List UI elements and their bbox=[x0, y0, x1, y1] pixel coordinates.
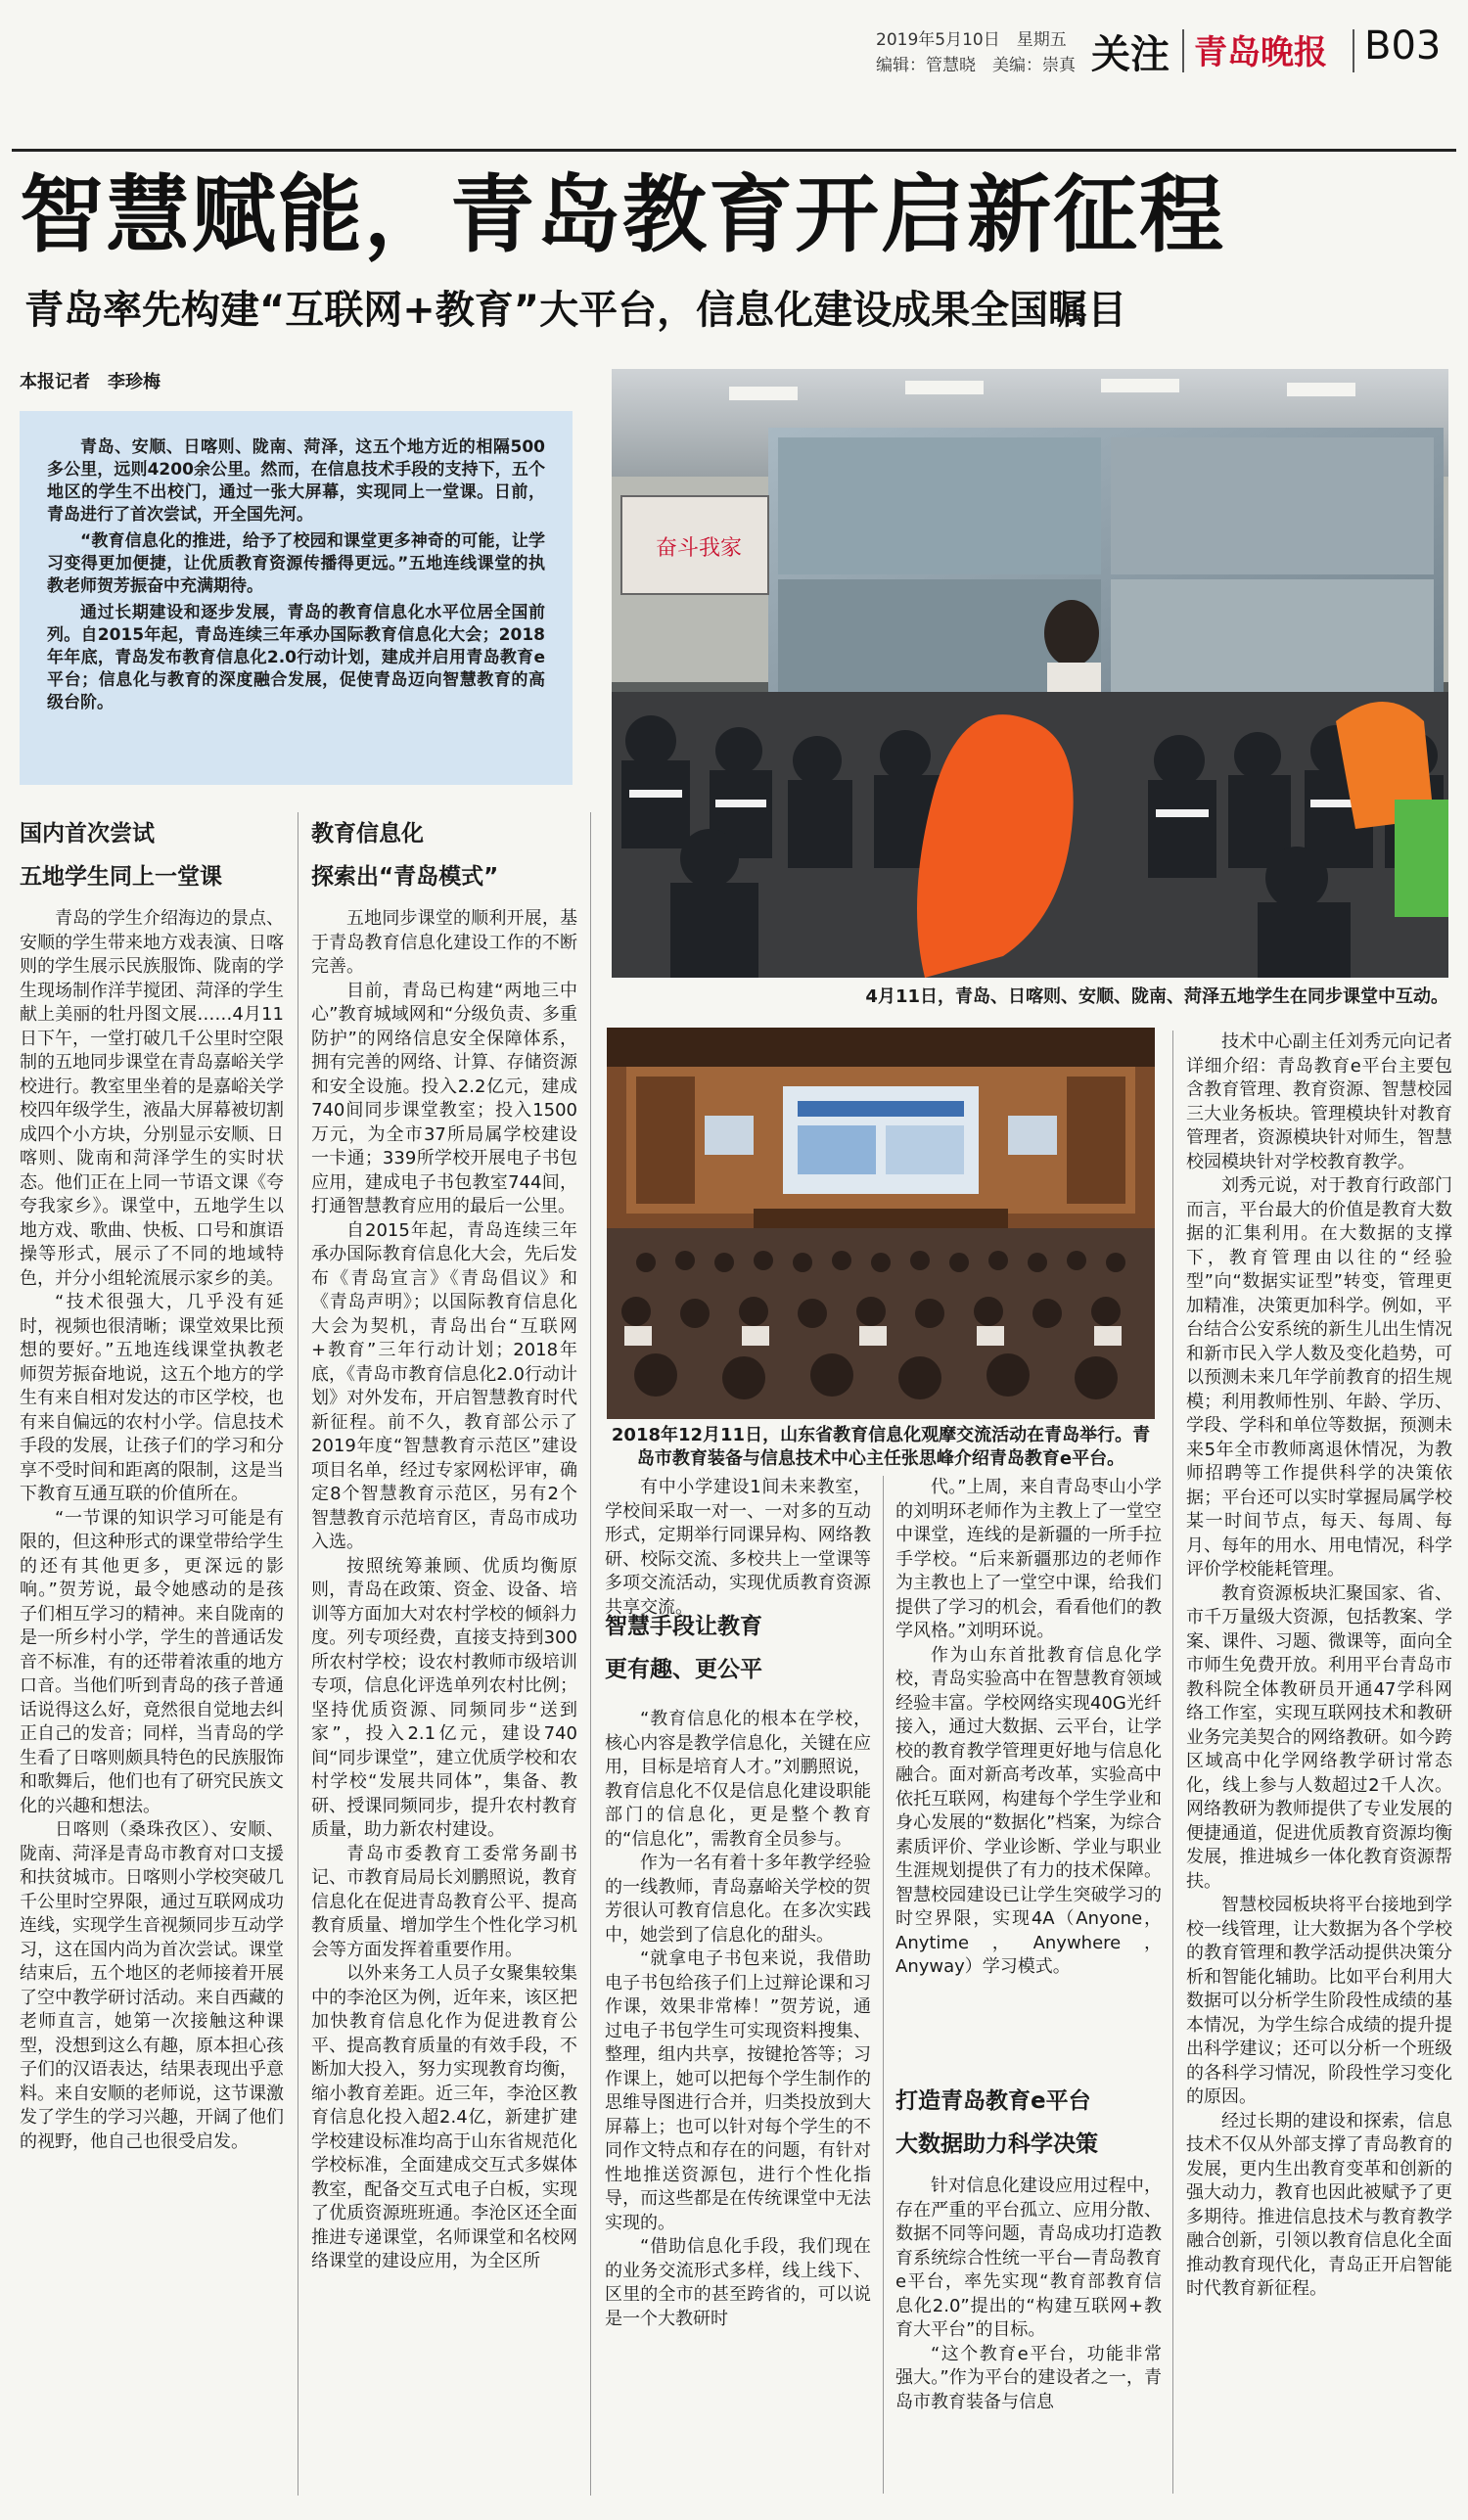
paragraph: 针对信息化建设应用过程中，存在严重的平台孤立、应用分散、数据不同等问题，青岛成功打造教育系统综合性统一平台—青岛教育e平台，率先实现“教育部教育信息化2.0”提出的“构建互联网+教育大平台”的目标。 bbox=[895, 2176, 1162, 2340]
text-column bbox=[311, 907, 577, 2274]
masthead-divider bbox=[1182, 29, 1184, 72]
paragraph: “技术很强大，几乎没有延时，视频也很清晰；课堂效果比预想的要好。”五地连线课堂执教老师贺芳振奋地说，这五个地方的学生有来自相对发达的市区学校，也有来自偏远的农村小学。信息技术手段的发展，让孩子们的学习和分享不受时间和距离的限制，这是当下教育互通互联的价值所在。 bbox=[20, 1292, 284, 1504]
paragraph: 技术中心副主任刘秀元向记者详细介绍：青岛教育e平台主要包含教育管理、教育资源、智慧校园三大业务板块。管理模块针对教育管理者，资源模块针对师生，智慧校园模块针对学校教育教学。 bbox=[1186, 1031, 1452, 1172]
section-heading-line: 大数据助力科学决策 bbox=[895, 2131, 1098, 2157]
summary-paragraph: “教育信息化的推进，给予了校园和课堂更多神奇的可能，让学习变得更加便捷，让优质教育资源传播得更远。”五地连线课堂的执教老师贺芳振奋中充满期待。 bbox=[47, 531, 545, 596]
text-column bbox=[20, 907, 284, 2154]
subheadline: 青岛率先构建“互联网+教育”大平台，信息化建设成果全国瞩目 bbox=[24, 288, 1127, 333]
column-divider bbox=[883, 1476, 884, 2494]
classroom-photo bbox=[612, 369, 1448, 978]
column-divider bbox=[590, 812, 591, 2496]
byline: 本报记者 李珍梅 bbox=[20, 372, 161, 392]
text-column bbox=[1186, 1031, 1452, 2302]
paragraph: “教育信息化的根本在学校，核心内容是教学信息化，关键在应用，目标是培育人才。”刘鹏照说，教育信息化不仅是信息化建设职能部门的信息化，更是整个教育的“信息化”，需教育全员参与。 bbox=[605, 1709, 871, 1850]
section-heading bbox=[311, 812, 498, 898]
text-column bbox=[605, 1476, 871, 1620]
section-heading-line: 教育信息化 bbox=[311, 821, 424, 847]
paragraph: 有中小学建设1间未来教室，学校间采取一对一、一对多的互动形式，定期举行同课异构、网络教研、校际交流、多校共上一堂课等多项交流活动，实现优质教育资源共享交流。 bbox=[605, 1477, 871, 1618]
editor-credits: 编辑：管慧晓 美编：崇真 bbox=[876, 56, 1076, 75]
paragraph: 青岛市委教育工委常务副书记、市教育局局长刘鹏照说，教育信息化在促进青岛教育公平、提高教育质量、增加学生个性化学习机会等方面发挥着重要作用。 bbox=[311, 1843, 577, 1960]
text-column bbox=[605, 1708, 871, 2331]
photo-caption: 4月11日，青岛、日喀则、安顺、陇南、菏泽五地学生在同步课堂中互动。 bbox=[865, 986, 1448, 1007]
section-heading-line: 探索出“青岛模式” bbox=[311, 864, 499, 890]
paragraph: 作为一名有着十多年教学经验的一线教师，青岛嘉峪关学校的贺芳很认可教育信息化。在多次实践中，她尝到了信息化的甜头。 bbox=[605, 1853, 871, 1946]
paragraph: 代。”上周，来自青岛枣山小学的刘明环老师作为主教上了一堂空中课堂，连线的是新疆的一所手拉手学校。“后来新疆那边的老师作为主教也上了一堂空中课，给我们提供了学习的机会，看看他们的教学风格。”刘明环说。 bbox=[895, 1477, 1162, 1641]
paragraph: 自2015年起，青岛连续三年承办国际教育信息化大会，先后发布《青岛宣言》《青岛倡议》和《青岛声明》；以国际教育信息化大会为契机，青岛出台“互联网+教育”三年行动计划；2018年底，《青岛市教育信息化2.0行动计划》对外发布，开启智慧教育时代新征程。前不久，教育部公示了2019年度“智慧教育示范区”建设项目名单，经过专家网松评审，确定8个智慧教育示范区，另有2个智慧教育示范培育区，青岛市成功入选。 bbox=[311, 1219, 577, 1552]
photo-caption: 2018年12月11日，山东省教育信息化观摩交流活动在青岛举行。青岛市教育装备与信息技术中心主任张思峰介绍青岛教育e平台。 bbox=[611, 1425, 1151, 1469]
masthead-divider bbox=[1353, 29, 1354, 72]
section-heading bbox=[605, 1605, 762, 1691]
paragraph: 日喀则（桑珠孜区）、安顺、陇南、菏泽是青岛市教育对口支援和扶贫城市。日喀则小学校突破几千公里时空界限，通过互联网成功连线，实现学生音视频同步互动学习，这在国内尚为首次尝试。课堂结束后，五个地区的老师接着开展了空中教学研讨活动。来自西藏的老师直言，她第一次接触这种课型，没想到这么有趣，原本担心孩子们的汉语表达，结果表现出乎意料。来自安顺的老师说，这节课激发了学生的学习兴趣，开阔了他们的视野，他自己也很受启发。 bbox=[20, 1819, 284, 2152]
section-heading bbox=[20, 812, 222, 898]
text-column bbox=[895, 2175, 1162, 2414]
section-heading-line: 打造青岛教育e平台 bbox=[895, 2088, 1091, 2114]
summary-paragraph: 青岛、安顺、日喀则、陇南、菏泽，这五个地方近的相隔500多公里，远则4200余公里。然而，在信息技术手段的支持下，五个地区的学生不出校门，通过一张大屏幕，实现同上一堂课。日前，青岛进行了首次尝试，开全国先河。 bbox=[47, 437, 545, 525]
section-heading bbox=[895, 2080, 1098, 2166]
screen-slide-text: 奋斗我家 bbox=[656, 536, 743, 561]
conference-photo bbox=[607, 1028, 1155, 1419]
headline: 智慧赋能，青岛教育开启新征程 bbox=[20, 166, 1225, 264]
section-heading-line: 更有趣、更公平 bbox=[605, 1657, 762, 1682]
summary-paragraph: 通过长期建设和逐步发展，青岛的教育信息化水平位居全国前列。自2015年起，青岛连续三年承办国际教育信息化大会；2018年年底，青岛发布教育信息化2.0行动计划，建成并启用青岛教育e平台；信息化与教育的深度融合发展，促使青岛迈向智慧教育的高级台阶。 bbox=[47, 603, 545, 712]
paragraph: 作为山东首批教育信息化学校，青岛实验高中在智慧教育领域经验丰富。学校网络实现40G光纤接入，通过大数据、云平台，让学校的教育教学管理更好地与信息化融合。面对新高考改革，实验高中依托互联网，构建每个学生学业和身心发展的“数据化”档案，为综合素质评价、学业诊断、学业与职业生涯规划提供了有力的技术保障。智慧校园建设已让学生突破学习的时空界限，实现4A（Anyone，Anytime，Anywhere，Anyway）学习模式。 bbox=[895, 1644, 1162, 1977]
newspaper-logo: 青岛晚报 bbox=[1194, 33, 1327, 72]
column-divider bbox=[1172, 1031, 1173, 2494]
section-heading-line: 五地学生同上一堂课 bbox=[20, 864, 222, 890]
paragraph: “这个教育e平台，功能非常强大。”作为平台的建设者之一，青岛市教育装备与信息 bbox=[895, 2343, 1162, 2412]
paragraph: 青岛的学生介绍海边的景点、安顺的学生带来地方戏表演、日喀则的学生展示民族服饰、陇南的学生现场制作洋芋搅团、菏泽的学生献上美丽的牡丹图文展……4月11日下午，一堂打破几千公里时空限制的五地同步课堂在青岛嘉峪关学校进行。教室里坐着的是嘉峪关学校四年级学生，液晶大屏幕被切割成四个小方块，分别显示安顺、日喀则、陇南和菏泽学生的实时状态。他们正在上同一节语文课《夸夸我家乡》。课堂中，五地学生以地方戏、歌曲、快板、口号和旗语操等形式，展示了不同的地域特色，并分小组轮流展示家乡的美。 bbox=[20, 908, 284, 1289]
top-rule bbox=[12, 149, 1456, 152]
masthead bbox=[0, 20, 1468, 78]
paragraph: 以外来务工人员子女聚集较集中的李沧区为例，近年来，该区把加快教育信息化作为促进教育公平、提高教育质量的有效手段，不断加大投入，努力实现教育均衡，缩小教育差距。近三年，李沧区教育信息化投入超2.4亿，新建扩建学校建设标准均高于山东省规范化学校标准，全面建成交互式多媒体教室，配备交互式电子白板，实现了优质资源班班通。李沧区还全面推进专递课堂，名师课堂和名校网络课堂的建设应用，为全区所 bbox=[311, 1963, 577, 2271]
paragraph: 经过长期的建设和探索，信息技术不仅从外部支撑了青岛教育的发展，更内生出教育变革和创新的强大动力，教育也因此被赋予了更多期待。推进信息技术与教育教学融合创新，引领以教育信息化全面推动教育现代化，青岛正开启智能时代教育新征程。 bbox=[1186, 2110, 1452, 2299]
summary-box bbox=[20, 411, 573, 785]
paragraph: 五地同步课堂的顺利开展，基于青岛教育信息化建设工作的不断完善。 bbox=[311, 908, 577, 977]
text-column bbox=[895, 1476, 1162, 1980]
paragraph: 智慧校园板块将平台接地到学校一线管理，让大数据为各个学校的教育管理和教学活动提供决策分析和智能化辅助。比如平台利用大数据可以分析学生阶段性成绩的基本情况，为学生综合成绩的提升提出科学建议；还可以分析一个班级的各科学习情况，阶段性学习变化的原因。 bbox=[1186, 1895, 1452, 2107]
issue-date: 2019年5月10日 星期五 bbox=[876, 30, 1067, 50]
section-heading-line: 智慧手段让教育 bbox=[605, 1614, 762, 1639]
paragraph: 刘秀元说，对于教育行政部门而言，平台最大的价值是教育大数据的汇集利用。在大数据的支撑下，教育管理由以往的“经验型”向“数据实证型”转变，管理更加精准，决策更加科学。例如，平台结合公安系统的新生儿出生情况和新市民入学人数及变化趋势，可以预测未来几年学前教育的招生规模；利用教师性别、年龄、学历、学段、学科和单位等数据，预测未来5年全市教师离退休情况，为教师招聘等工作提供科学的决策依据；平台还可以实时掌握局属学校某一时间节点，每天、每周、每月、每年的用水、用电情况，科学评价学校能耗管理。 bbox=[1186, 1175, 1452, 1580]
section-name: 关注 bbox=[1091, 32, 1170, 77]
paragraph: 教育资源板块汇聚国家、省、市千万量级大资源，包括教案、学案、课件、习题、微课等，面向全市师生免费开放。利用平台青岛市教科院全体教研员开通47学科网络工作室，实现互联网技术和教研业务完美契合的网络教研。如今跨区域高中化学网络教学研讨常态化，线上参与人数超过2千人次。网络教研为教师提供了专业发展的便捷通道，促进优质教育资源均衡发展，推进城乡一体化教育资源帮扶。 bbox=[1186, 1582, 1452, 1892]
paragraph: 按照统筹兼顾、优质均衡原则，青岛在政策、资金、设备、培训等方面加大对农村学校的倾斜力度。列专项经费，直接支持到300所农村学校；设农村教师市级培训专项，信息化评选单列农村比例；坚持优质资源、同频同步“送到家”，投入2.1亿元，建设740间“同步课堂”，建立优质学校和农村学校“发展共同体”，集备、教研、授课同频同步，提升农村教育质量，助力新农村建设。 bbox=[311, 1555, 577, 1840]
paragraph: 目前，青岛已构建“两地三中心”教育城域网和“分级负责、多重防护”的网络信息安全保障体系，拥有完善的网络、计算、存储资源和安全设施。投入2.2亿元，建成740间同步课堂教室；投入1500万元，为全市37所局属学校建设一卡通；339所学校开展电子书包应用，建成电子书包教室744间，打通智慧教育应用的最后一公里。 bbox=[311, 980, 577, 1216]
section-heading-line: 国内首次尝试 bbox=[20, 821, 155, 847]
paragraph: “就拿电子书包来说，我借助电子书包给孩子们上过辩论课和习作课，效果非常棒！”贺芳说，通过电子书包学生可实现资料搜集、整理，组内共享，按键抢答等；习作课上，她可以把每个学生制作的思维导图进行合并，归类投放到大屏幕上；也可以针对每个学生的不同作文特点和存在的问题，有针对性地推送资源包，进行个性化指导，而这些都是在传统课堂中无法实现的。 bbox=[605, 1948, 871, 2233]
paragraph: “借助信息化手段，我们现在的业务交流形式多样，线上线下、区里的全市的甚至跨省的，可以说是一个大教研时 bbox=[605, 2236, 871, 2329]
page-number: B03 bbox=[1364, 23, 1442, 69]
paragraph: “一节课的知识学习可能是有限的，但这种形式的课堂带给学生的还有其他更多，更深远的影响。”贺芳说，最令她感动的是孩子们相互学习的精神。来自陇南的是一所乡村小学，学生的普通话发音不标准，有的还带着浓重的地方口音。当他们听到青岛的孩子普通话说得这么好，竟然很自觉地去纠正自己的发音；同样，当青岛的学生看了日喀则颇具特色的民族服饰和歌舞后，他们也有了研究民族文化的兴趣和想法。 bbox=[20, 1507, 284, 1816]
